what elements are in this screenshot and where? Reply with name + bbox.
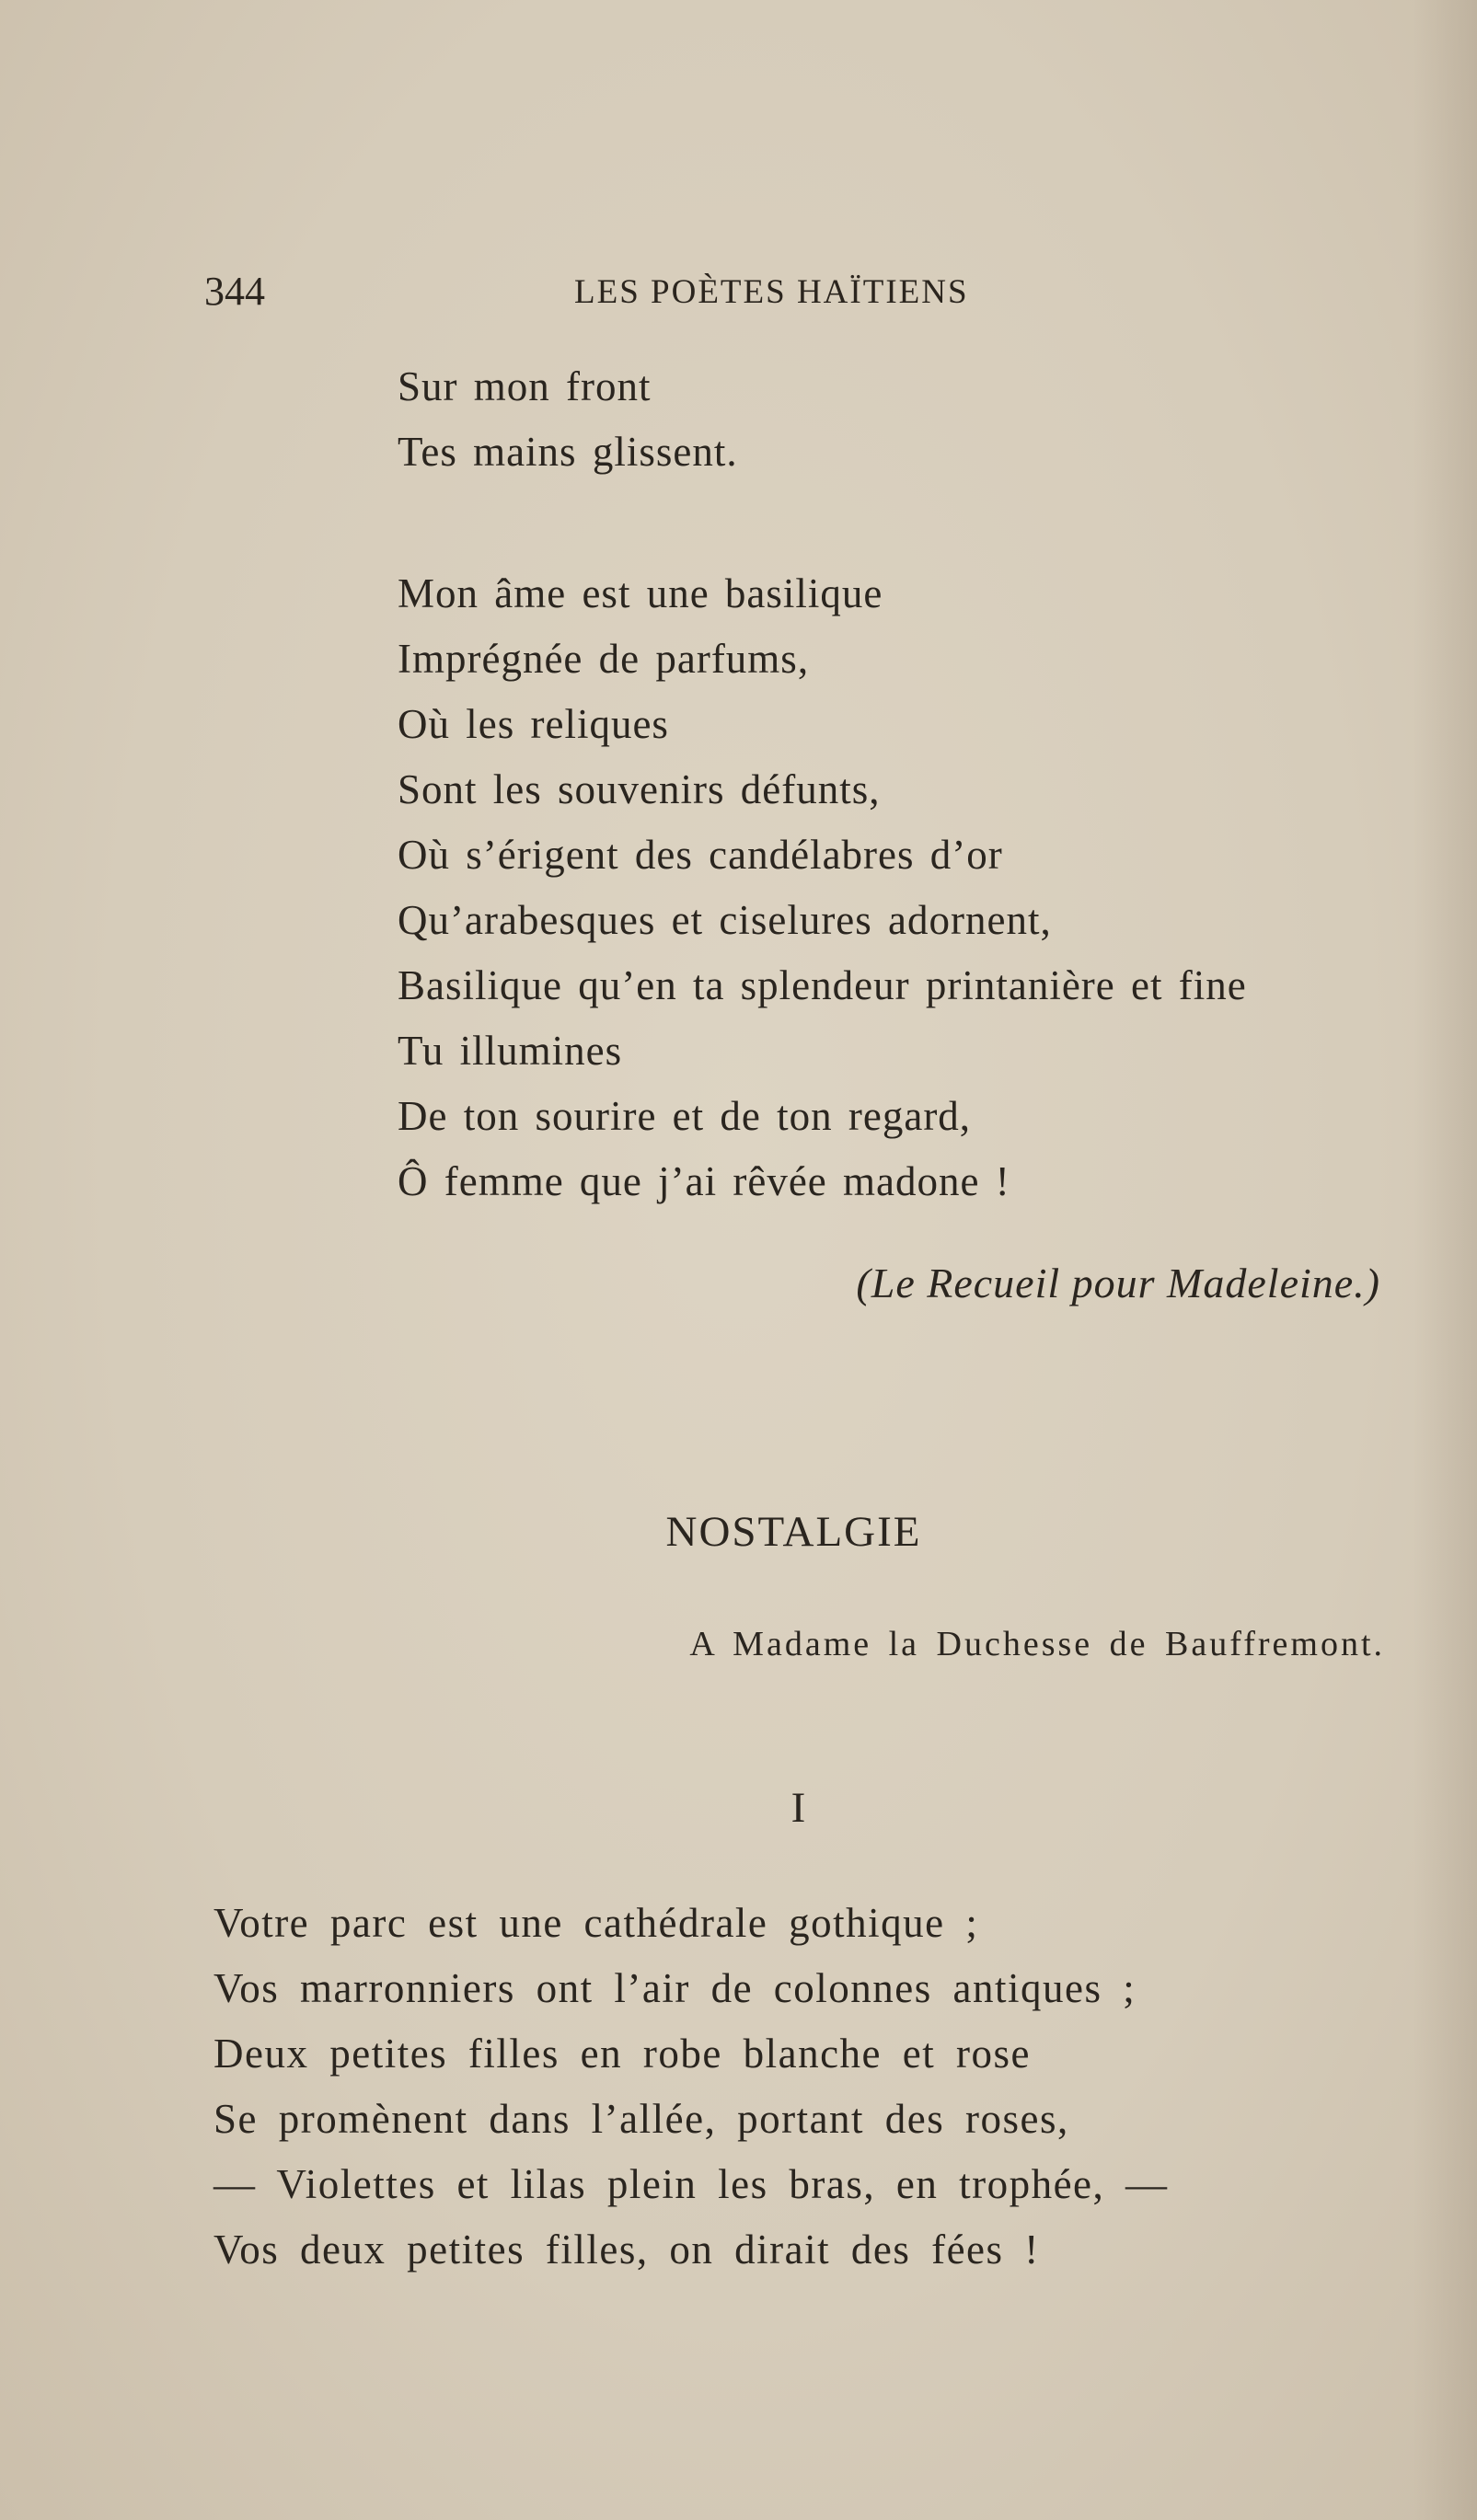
verse-line: Tes mains glissent.	[398, 429, 738, 475]
page-edge-shadow	[1413, 0, 1477, 2520]
verse-line: Deux petites filles en robe blanche et rose	[213, 2031, 1031, 2077]
verse-line: Mon âme est une basilique	[398, 570, 883, 616]
stanza-one	[213, 1891, 1169, 2283]
verse-line: Où les reliques	[398, 701, 669, 747]
verse-line: Ô femme que j’ai rêvée madone !	[398, 1158, 1010, 1204]
verse-block-basilique	[398, 561, 1247, 1214]
verse-line: Qu’arabesques et ciselures adornent,	[398, 897, 1052, 943]
verse-line: Tu illumines	[398, 1028, 623, 1074]
verse-line: Sont les souvenirs défunts,	[398, 766, 881, 812]
poem-dedication: A Madame la Duchesse de Bauffremont.	[689, 1625, 1385, 1663]
verse-line: — Violettes et lilas plein les bras, en trophée, —	[213, 2161, 1169, 2207]
page-header	[204, 269, 1014, 315]
verse-line: Imprégnée de parfums,	[398, 636, 810, 682]
verse-line: Basilique qu’en ta splendeur printanière et fine	[398, 962, 1247, 1008]
verse-block-closing-lines	[398, 354, 738, 485]
verse-line: Se promènent dans l’allée, portant des roses,	[213, 2096, 1069, 2142]
section-number: I	[790, 1784, 806, 1832]
verse-line: Votre parc est une cathédrale gothique ;	[213, 1900, 979, 1946]
verse-line: Sur mon front	[398, 363, 652, 409]
page-number: 344	[204, 269, 265, 314]
verse-line: De ton sourire et de ton regard,	[398, 1093, 972, 1139]
running-head: LES POÈTES HAÏTIENS	[574, 273, 969, 311]
poem-title: NOSTALGIE	[665, 1508, 922, 1556]
verse-line: Vos marronniers ont l’air de colonnes antiques ;	[213, 1965, 1137, 2011]
verse-line: Vos deux petites filles, on dirait des fées !	[213, 2227, 1040, 2273]
verse-line: Où s’érigent des candélabres d’or	[398, 832, 1003, 878]
poem-source-citation: (Le Recueil pour Madeleine.)	[856, 1260, 1380, 1306]
